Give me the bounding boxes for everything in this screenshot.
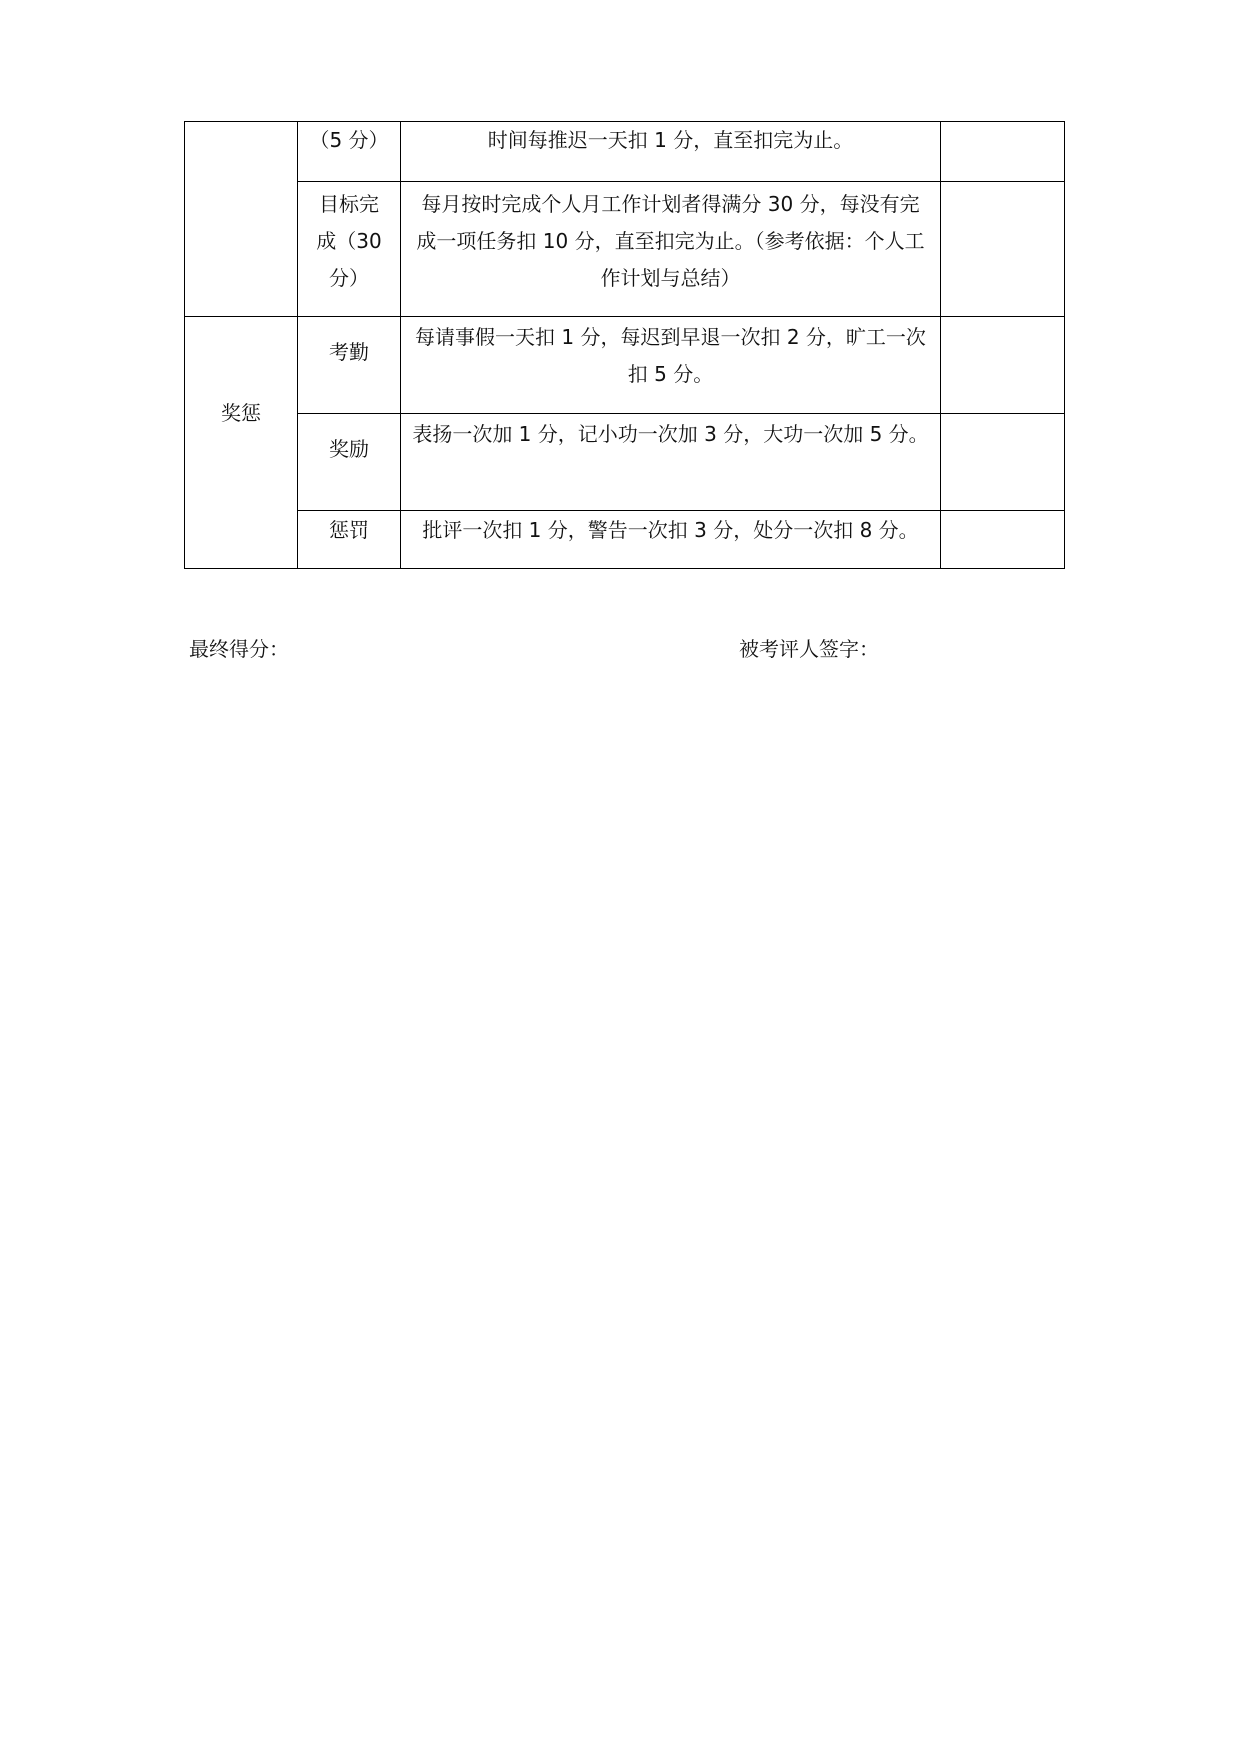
- score-cell[interactable]: [940, 414, 1065, 510]
- criteria-text: 时间每推迟一天扣 1 分，直至扣完为止。: [487, 128, 854, 152]
- item-label: 考勤: [329, 340, 369, 364]
- item-label: 目标完成（30分）: [316, 192, 382, 290]
- score-cell[interactable]: [940, 182, 1065, 316]
- table-row-divider: [184, 316, 1065, 317]
- criteria-text: 每请事假一天扣 1 分，每迟到早退一次扣 2 分，旷工一次扣 5 分。: [415, 325, 926, 386]
- table-border-bottom: [184, 568, 1065, 569]
- item-cell: [297, 334, 401, 371]
- score-cell[interactable]: [940, 122, 1065, 181]
- criteria-cell: [400, 416, 941, 453]
- criteria-text: 批评一次扣 1 分，警告一次扣 3 分，处分一次扣 8 分。: [422, 518, 919, 542]
- score-cell[interactable]: [940, 317, 1065, 413]
- category-cell: [184, 395, 298, 432]
- item-cell: [297, 431, 401, 468]
- item-cell: [297, 122, 401, 159]
- criteria-cell: [400, 186, 941, 297]
- item-cell: [297, 512, 401, 549]
- table-border-left: [184, 121, 185, 569]
- item-cell: [297, 186, 401, 297]
- score-cell[interactable]: [940, 511, 1065, 568]
- signature-label: 被考评人签字：: [739, 637, 879, 661]
- criteria-cell: [400, 319, 941, 393]
- criteria-cell: [400, 122, 941, 159]
- criteria-text: 每月按时完成个人月工作计划者得满分 30 分，每没有完成一项任务扣 10 分，直至扣完为止。（参考依据：个人工作计划与总结）: [416, 192, 925, 290]
- assessment-table: [184, 121, 1065, 569]
- item-label: 惩罚: [329, 518, 369, 542]
- criteria-text: 表扬一次加 1 分，记小功一次加 3 分，大功一次加 5 分。: [412, 422, 929, 446]
- criteria-cell: [400, 512, 941, 549]
- category-label: 奖惩: [221, 401, 261, 425]
- item-label: （5 分）: [309, 128, 389, 152]
- final-score-label: 最终得分：: [189, 637, 289, 661]
- item-label: 奖励: [329, 437, 369, 461]
